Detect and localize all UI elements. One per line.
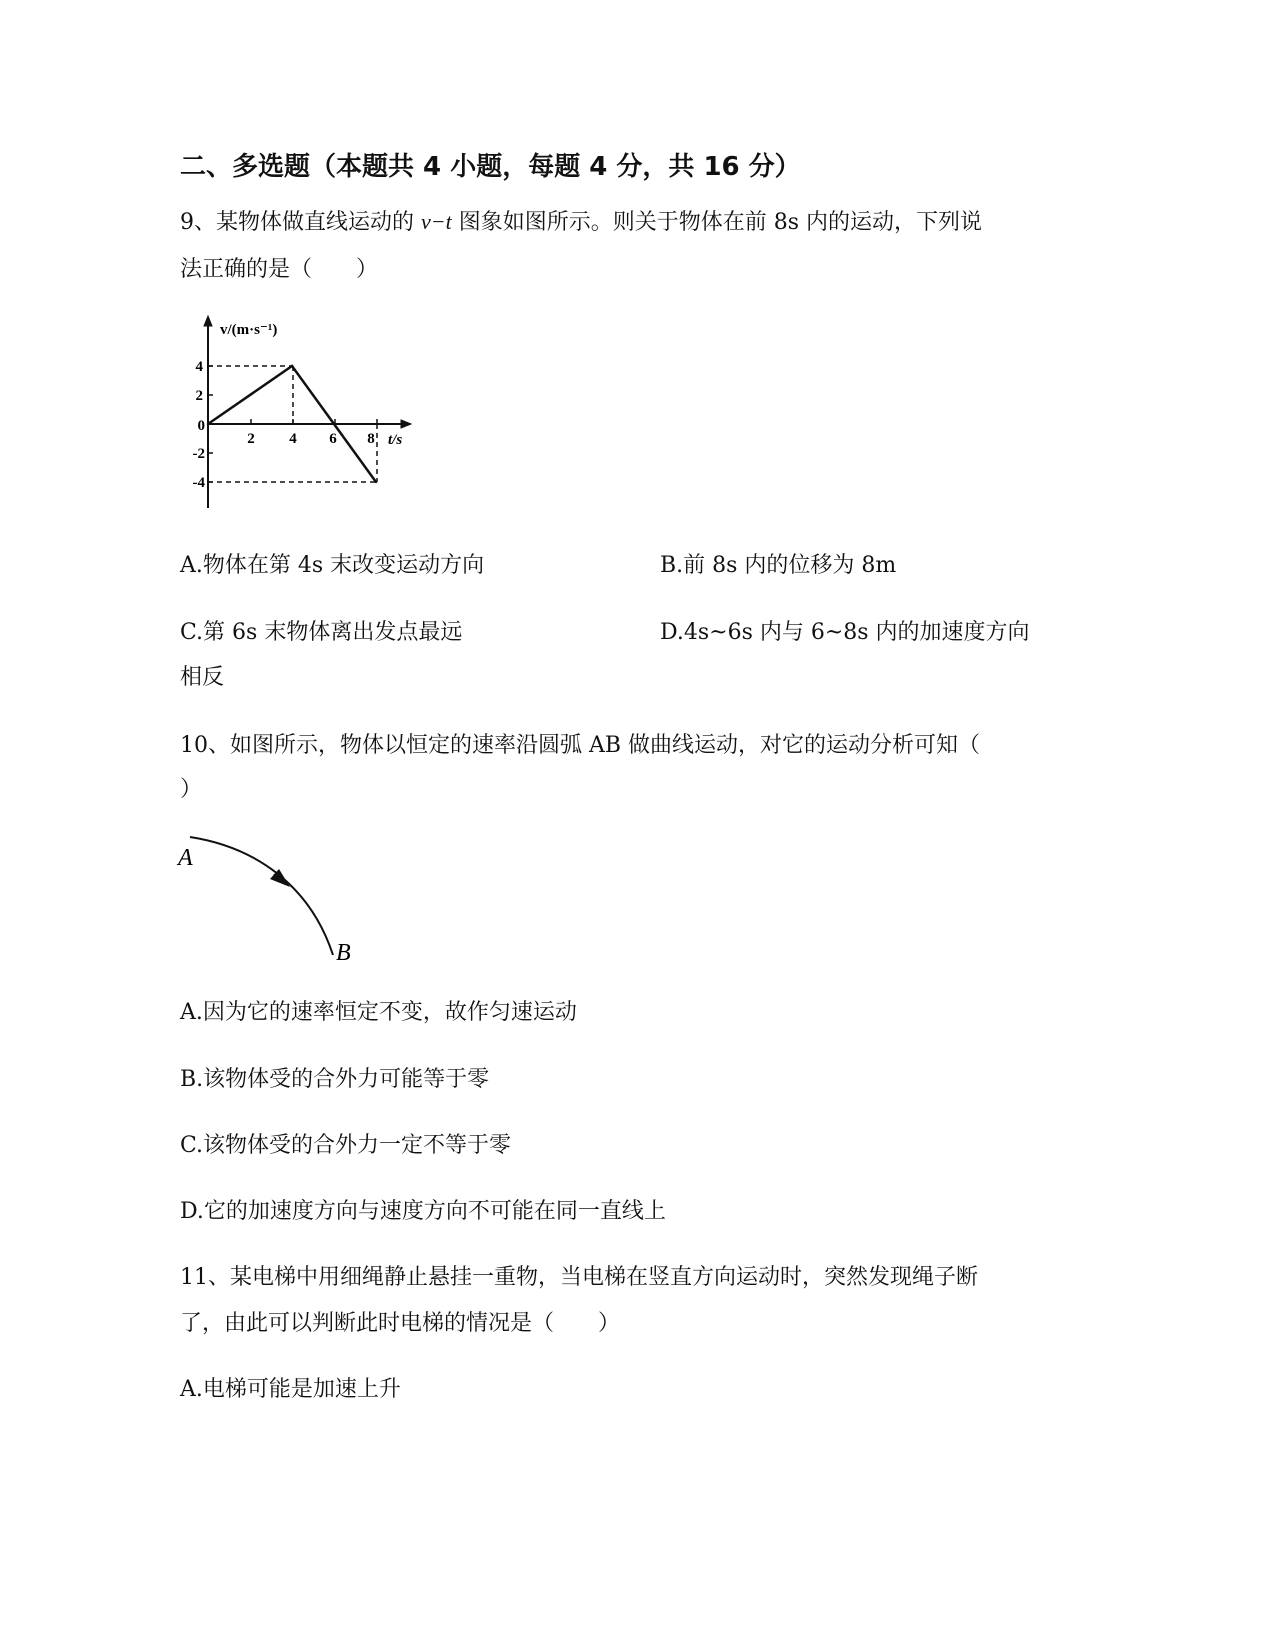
y-tick-label: -2 [192,446,205,462]
q9-option-d-continued: 相反 [180,665,225,690]
q9-stem-line2: 法正确的是（ ） [180,257,379,282]
x-tick-label: 8 [367,431,375,447]
y-tick-label: 2 [195,388,203,404]
q10-stem-line2: ） [180,777,203,802]
y-axis-arrow [204,316,212,326]
q10-arc-diagram [170,825,370,975]
q9-option-d: D.4s~6s 内与 6~8s 内的加速度方向 [660,620,1030,645]
x-axis-label: t/s [388,432,403,448]
x-tick-label: 6 [329,431,337,447]
q11-option-a: A.电梯可能是加速上升 [180,1377,401,1402]
vt-data-point [207,423,209,425]
section-heading: 二、多选题（本题共 4 小题，每题 4 分，共 16 分） [180,152,801,182]
q9-stem-var: v−t [421,209,452,234]
vt-data-point [333,423,335,425]
graph-axes [204,316,411,508]
vt-data-point [291,365,293,367]
x-axis-arrow [401,420,411,428]
y-tick-label: -4 [192,475,205,491]
y-tick-label: 0 [197,418,205,434]
q9-vt-graph [175,310,425,520]
q10-option-a: A.因为它的速率恒定不变，故作匀速运动 [180,1000,577,1025]
q9-option-b: B.前 8s 内的位移为 8m [660,553,897,578]
arc-ab [190,837,333,955]
q11-stem-line2: 了，由此可以判断此时电梯的情况是（ ） [180,1311,621,1336]
q9-stem-suffix: 图象如图所示。则关于物体在前 8s 内的运动，下列说 [451,210,983,235]
x-tick-label: 2 [247,431,255,447]
q10-option-c: C.该物体受的合外力一定不等于零 [180,1133,512,1158]
q10-option-d: D.它的加速度方向与速度方向不可能在同一直线上 [180,1199,666,1224]
q9-option-a: A.物体在第 4s 末改变运动方向 [180,553,485,578]
point-b-label: B [336,940,351,966]
y-axis-label: v/(m·s⁻¹) [220,322,278,338]
vt-data-point [375,481,377,483]
q10-stem-line1: 10、如图所示，物体以恒定的速率沿圆弧 AB 做曲线运动，对它的运动分析可知（ [180,733,981,758]
q9-stem-prefix: 9、某物体做直线运动的 [180,210,421,235]
x-tick-label: 4 [289,431,297,447]
y-tick-label: 4 [195,359,203,375]
point-a-label: A [178,845,193,871]
arc-arrowhead [270,869,290,887]
q11-stem-line1: 11、某电梯中用细绳静止悬挂一重物，当电梯在竖直方向运动时，突然发现绳子断 [180,1265,978,1290]
q9-stem-line1 [180,205,982,236]
q10-option-b: B.该物体受的合外力可能等于零 [180,1067,490,1092]
q9-option-c: C.第 6s 末物体离出发点最远 [180,620,463,645]
